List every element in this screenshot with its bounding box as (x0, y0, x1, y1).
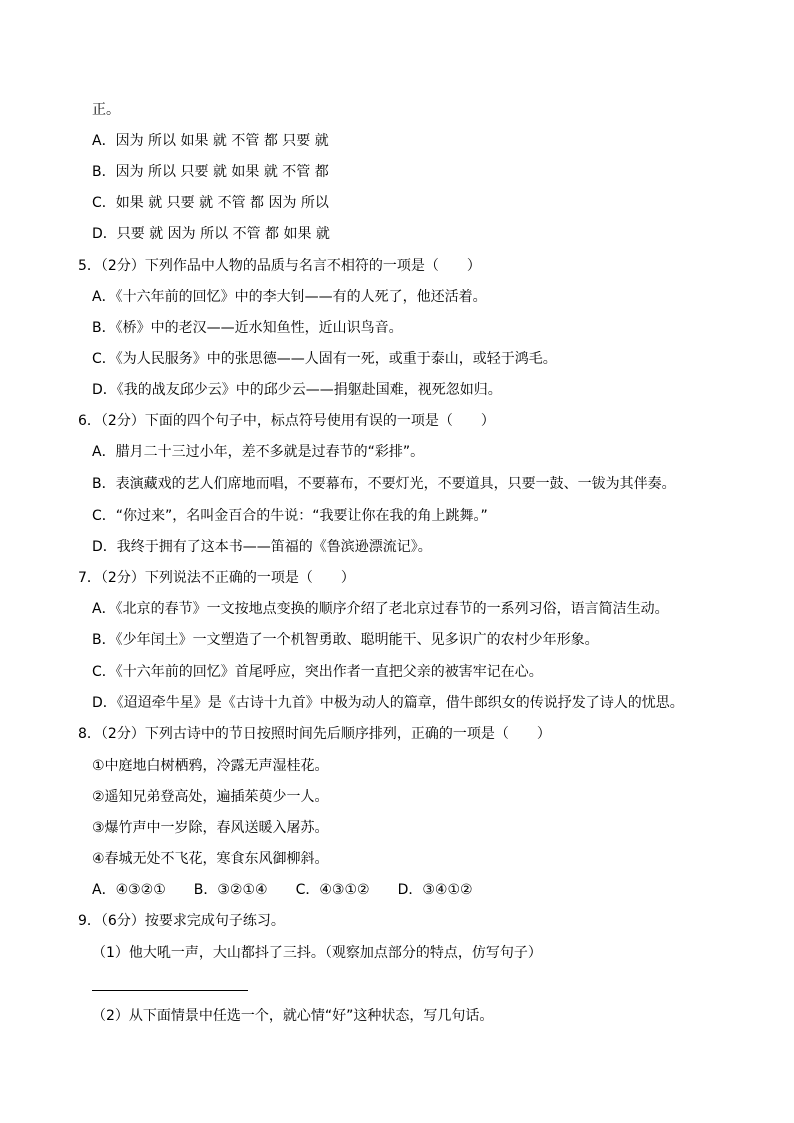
q7-option-a: A．《北京的春节》一文按地点变换的顺序介绍了老北京过春节的一系列习俗，语言简洁生动。 (92, 601, 669, 617)
q8-poem-3: ③爆竹声中一岁除，春风送暖入屠苏。 (92, 820, 329, 836)
option-b: B．因为 所以 只要 就 如果 就 不管 都 (92, 164, 329, 180)
q7-option-d: D．《迢迢牵牛星》是《古诗十九首》中极为动人的篇章，借牛郎织女的传说抒发了诗人的忧思。 (92, 695, 684, 711)
q5-option-a: A．《十六年前的回忆》中的李大钊——有的人死了，他还活着。 (92, 289, 487, 305)
q8-option-a: A．④③②① (92, 882, 166, 898)
q9-sub-1: （1）他大吼一声，大山都抖了三抖。（观察加点部分的特点，仿写句子） (92, 945, 542, 961)
q5-option-b: B．《桥》中的老汉——近水知鱼性，近山识鸟音。 (92, 320, 403, 336)
q8-poem-2: ②遥知兄弟登高处，遍插茱萸少一人。 (92, 789, 329, 805)
answer-blank-line (92, 990, 248, 991)
q8-poem-4: ④春城无处不飞花，寒食东风御柳斜。 (92, 851, 329, 867)
q8-option-b: B．③②①④ (193, 882, 268, 898)
q6-option-b: B．表演藏戏的艺人们席地而唱，不要幕布，不要灯光，不要道具，只要一鼓、一钹为其伴奏。 (92, 476, 676, 492)
option-c: C．如果 就 只要 就 不管 都 因为 所以 (92, 195, 329, 211)
q5-option-d: D．《我的战友邱少云》中的邱少云——捐躯赴国难，视死忽如归。 (92, 382, 502, 398)
q5-option-c: C．《为人民服务》中的张思德——人固有一死，或重于泰山，或轻于鸿毛。 (92, 351, 557, 367)
q8-option-d: D．③④①② (397, 882, 473, 898)
q9-sub-2: （2）从下面情景中任选一个，就心情“好”这种状态，写几句话。 (92, 1008, 494, 1024)
q7-option-c: C．《十六年前的回忆》首尾呼应，突出作者一直把父亲的被害牢记在心。 (92, 664, 543, 680)
question-9: 9．（6分）按要求完成句子练习。 (78, 913, 285, 929)
q6-option-d: D．我终于拥有了这本书——笛福的《鲁滨逊漂流记》。 (92, 539, 432, 555)
q8-option-c: C．④③①② (295, 882, 370, 898)
q8-options (92, 880, 501, 900)
continued-text: 正。 (92, 102, 120, 118)
q6-option-a: A．腊月二十三过小年，差不多就是过春节的“彩排”。 (92, 444, 425, 460)
question-5: 5．（2分）下列作品中人物的品质与名言不相符的一项是（ ） (78, 258, 481, 274)
q7-option-b: B．《少年闰土》一文塑造了一个机智勇敢、聪明能干、见多识广的农村少年形象。 (92, 632, 599, 648)
option-a: A．因为 所以 如果 就 不管 都 只要 就 (92, 133, 329, 149)
option-d: D．只要 就 因为 所以 不管 都 如果 就 (92, 226, 330, 242)
question-8: 8．（2分）下列古诗中的节日按照时间先后顺序排列，正确的一项是（ ） (78, 726, 551, 742)
q8-poem-1: ①中庭地白树栖鸦，冷露无声湿桂花。 (92, 758, 329, 774)
question-7: 7．（2分）下列说法不正确的一项是（ ） (78, 570, 355, 586)
question-6: 6．（2分）下面的四个句子中，标点符号使用有误的一项是（ ） (78, 413, 495, 429)
q6-option-c: C．“你过来”，名叫金百合的牛说：“我要让你在我的角上跳舞。” (92, 508, 488, 524)
